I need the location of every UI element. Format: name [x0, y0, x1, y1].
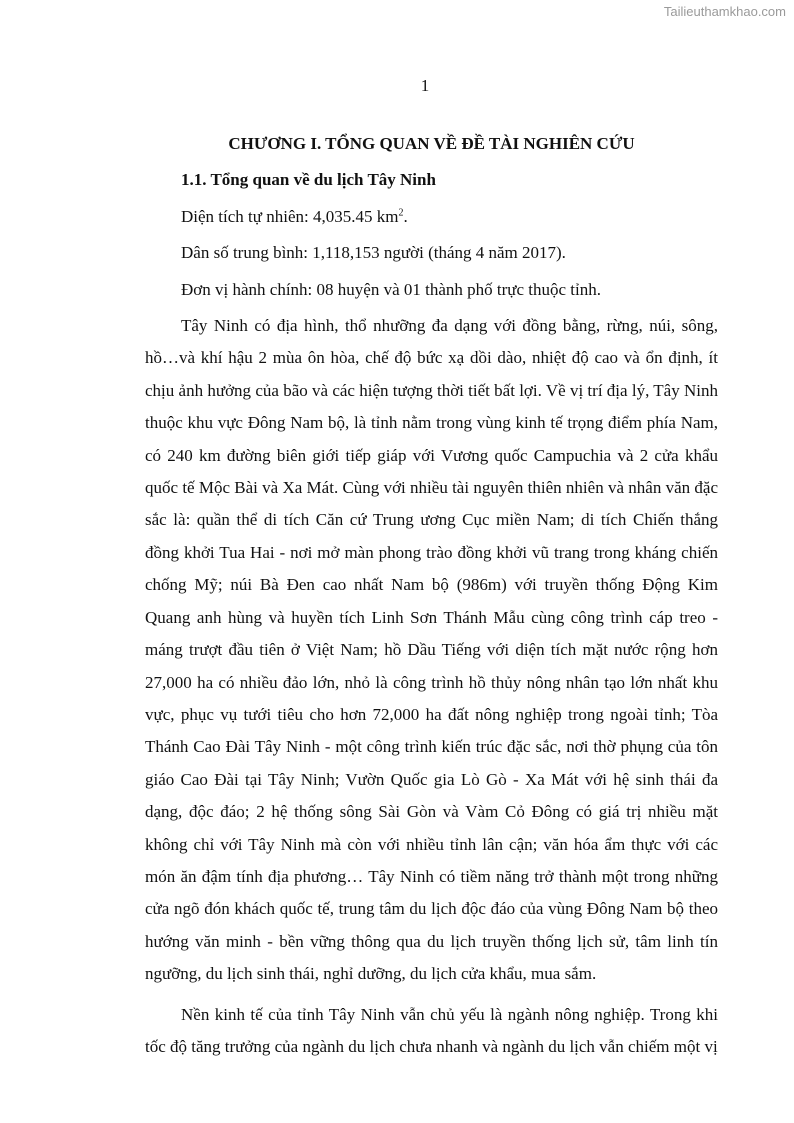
administrative-line: Đơn vị hành chính: 08 huyện và 01 thành phố trực thuộc tỉnh. [181, 279, 601, 299]
area-superscript: 2 [398, 207, 404, 219]
area-suffix: . [403, 206, 408, 226]
document-body [145, 128, 718, 1067]
section-title: 1.1. Tổng quan về du lịch Tây Ninh [181, 170, 436, 190]
body-paragraph: Nền kinh tế của tỉnh Tây Ninh vẫn chủ yếu là ngành nông nghiệp. Trong khi tốc độ tăng trưởng của ngành du lịch chưa nhanh và ngành du lịch vẫn chiếm một vị [145, 1004, 718, 1056]
area-line [145, 201, 718, 233]
chapter-title: CHƯƠNG I. TỔNG QUAN VỀ ĐỀ TÀI NGHIÊN CỨU [228, 134, 635, 153]
watermark-text: Tailieuthamkhao.com [663, 4, 786, 19]
body-paragraph: Tây Ninh có địa hình, thổ nhưỡng đa dạng với đồng bằng, rừng, núi, sông, hồ…và khí hậu 2 mùa ôn hòa, chế độ bức xạ dồi dào, nhiệt độ cao và ổn định, ít chịu ảnh hưởng của bão và các hiện tượng thời tiết bất lợi. Về vị trí địa lý, Tây Ninh thuộc khu vực Đông Nam bộ, là tỉnh nằm trong vùng kinh tế trọng điểm phía Nam, có 240 km đường biên giới tiếp giáp với Vương quốc Campuchia và 2 cửa khẩu quốc tế Mộc Bài và Xa Mát. Cùng với nhiều tài nguyên thiên nhiên và nhân văn đặc sắc là: quần thể di tích Căn cứ Trung ương Cục miền Nam; di tích Chiến thắng đồng khởi Tua Hai - nơi mở màn phong trào đồng khởi vũ trang trong kháng chiến chống Mỹ; núi Bà Đen cao nhất Nam bộ (986m) với truyền thống Động Kim Quang anh hùng và huyền tích Linh Sơn Thánh Mẫu cùng công trình cáp treo - máng trượt đầu tiên ở Việt Nam; hồ Dầu Tiếng với diện tích mặt nước rộng hơn 27,000 ha có nhiều đảo lớn, nhỏ là công trình hồ thủy nông nhân tạo lớn nhất khu vực, phục vụ tưới tiêu cho hơn 72,000 ha đất nông nghiệp trong ngoài tỉnh; Tòa Thánh Cao Đài Tây Ninh - một công trình kiến trúc đặc sắc, nơi thờ phụng của tôn giáo Cao Đài tại Tây Ninh; Vườn Quốc gia Lò Gò - Xa Mát với hệ sinh thái đa dạng, độc đáo; 2 hệ thống sông Sài Gòn và Vàm Cỏ Đông có giá trị nhiều mặt không chỉ với Tây Ninh mà còn với nhiều tỉnh lân cận; văn hóa ẩm thực với các món ăn đậm tính địa phương… Tây Ninh có tiềm năng trở thành một trong những cửa ngõ đón khách quốc tế, trung tâm du lịch độc đáo của vùng Đông Nam bộ theo hướng văn minh - bền vững thông qua du lịch truyền thống lịch sử, tâm linh tín ngưỡng, du lịch sinh thái, nghỉ dưỡng, du lịch cửa khẩu, mua sắm. [145, 316, 718, 984]
page-number: 1 [420, 76, 430, 95]
population-line: Dân số trung bình: 1,118,153 người (tháng 4 năm 2017). [181, 243, 566, 263]
area-text: Diện tích tự nhiên: 4,035.45 km [181, 206, 399, 226]
